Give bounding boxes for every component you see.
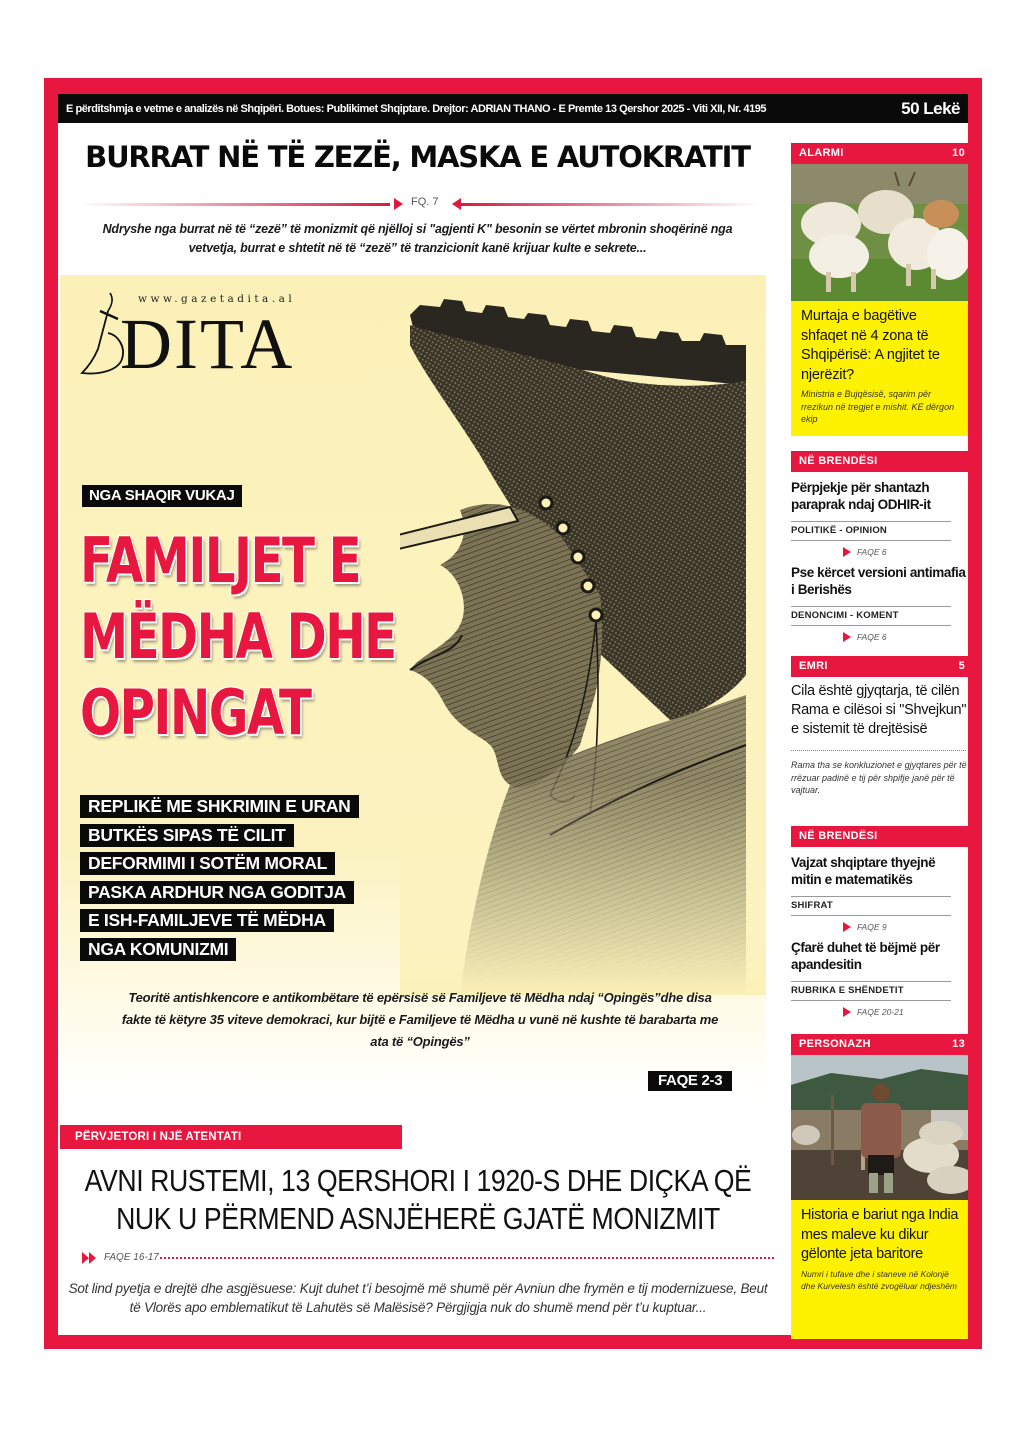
inside-item-category: POLITIKË - OPINION (791, 521, 951, 541)
section-header (791, 1034, 968, 1055)
divider-line (460, 203, 760, 206)
logo-wordmark: DITA (120, 304, 295, 384)
sidebar-alarm[interactable] (791, 143, 968, 436)
byline: NGA SHAQIR VUKAJ (82, 485, 242, 507)
section-page-number: 5 (958, 660, 965, 672)
bottom-story-deck: Sot lind pyetja e drejtë dhe asgjësuese: Kujt duhet t’i besojmë më shumë për Avniun dhe frymën e tij modernizuese, Beut të Vlorës apo emblematikut të Lahutës së Malësisë? Përgjigja nuk do shumë mend për t’u kuptuar... (68, 1281, 768, 1315)
inside-item[interactable] (791, 472, 968, 562)
top-story-page-ref[interactable]: FQ. 7 (411, 196, 439, 208)
cover-subhead-line: PASKA ARDHUR NGA GODITJA (80, 881, 354, 904)
sidebar-personazh[interactable] (791, 1034, 968, 1339)
divider-line (80, 203, 390, 206)
dotted-divider (791, 750, 966, 751)
section-header (791, 143, 968, 164)
inside-item-headline[interactable]: Pse kërcet versioni antimafia i Berishës (791, 565, 966, 597)
cover-headline[interactable] (80, 523, 396, 751)
section-title: PERSONAZH (799, 1038, 871, 1050)
masthead-tagline: E përditshmja e vetme e analizës në Shqipëri. Botues: Publikimet Shqiptare. Drejtor: ADRIAN THANO - E Premte 13 Qershor 2025 - Viti XII, Nr. 4195 (66, 102, 767, 115)
section-header (791, 451, 968, 472)
inside-item-category: RUBRIKA E SHËNDETIT (791, 981, 951, 1001)
arrow-right-icon (843, 1007, 851, 1017)
emri-headline[interactable]: Cila është gjyqtarja, të cilën Rama e cilësoi si "Shvejkun" e sistemit të drejtësisë (791, 683, 967, 737)
cover-subhead-line: BUTKËS SIPAS TË CILIT (80, 824, 294, 847)
alarm-headline[interactable]: Murtaja e bagëtive shfaqet në 4 zona të Shqipërisë: A ngjitet te njerëzit? (801, 308, 940, 383)
top-story-headline[interactable]: BURRAT NË TË ZEZË, MASKA E AUTOKRATIT (85, 140, 750, 174)
cover-subhead-line: REPLIKË ME SHKRIMIN E URAN (80, 795, 359, 818)
sidebar-inside-2 (791, 826, 968, 1022)
boot-hat-illustration (400, 275, 766, 995)
cover-subhead (80, 795, 359, 966)
double-arrow-icon (82, 1252, 98, 1264)
personazh-headline[interactable]: Historia e bariut nga India mes maleve ku dikur gëlonte jeta baritore (801, 1207, 959, 1262)
top-story-page-ref-row (80, 196, 760, 212)
inside-item-page-ref: FAQE 6 (791, 626, 968, 647)
section-title: ALARMI (799, 147, 844, 159)
emri-story (791, 677, 968, 825)
cover-story (60, 275, 766, 1095)
bottom-story-kicker: PËRVJETORI I NJË ATENTATI (60, 1125, 402, 1149)
inside-item[interactable] (791, 847, 968, 937)
arrow-right-icon (394, 198, 403, 210)
sidebar-inside-1 (791, 451, 968, 647)
inside-item-page-ref: FAQE 20-21 (791, 1001, 968, 1022)
bottom-story-page-ref-row (82, 1251, 774, 1265)
dotted-divider (160, 1257, 774, 1259)
section-title: NË BRENDËSI (799, 830, 878, 842)
section-title: NË BRENDËSI (799, 455, 878, 467)
top-story-deck: Ndryshe nga burrat në të “zezë” të monizmit që njëlloj si "agjenti K" besonin se vërtet mbronin shoqërinë nga vetvetja, burrat e shtetit në të “zezë” të tranzicionit kanë krijuar kulte e sekrete... (102, 222, 733, 255)
arrow-right-icon (843, 632, 851, 642)
bottom-story-page-ref[interactable]: FAQE 16-17 (104, 1252, 159, 1263)
alarm-summary: Ministria e Bujqësisë, sqarim për rrezikun në tregjet e mishit. KE dërgon ekip (801, 389, 955, 424)
arrow-right-icon (843, 547, 851, 557)
section-header (791, 656, 968, 677)
section-page-number: 13 (952, 1038, 965, 1050)
alarm-story (791, 301, 968, 436)
price-label: 50 Lekë (901, 98, 960, 118)
inside-item-headline[interactable]: Çfarë duhet të bëjmë për apandesitin (791, 940, 940, 972)
section-title: EMRI (799, 660, 828, 672)
sidebar-emri[interactable] (791, 656, 968, 825)
inside-item[interactable] (791, 562, 968, 647)
cover-headline-line: FAMILJET E (80, 524, 361, 597)
sheep-grazing-photo (791, 164, 968, 301)
cover-headline-line: MËDHA DHE (80, 600, 396, 673)
inside-item-headline[interactable]: Përpjekje për shantazh paraprak ndaj ODHIR-it (791, 480, 931, 512)
inside-item-headline[interactable]: Vajzat shqiptare thyejnë mitin e matematikës (791, 855, 936, 887)
newspaper-logo[interactable] (78, 289, 378, 384)
bottom-story-headline-area (60, 1162, 775, 1242)
personazh-summary: Numri i tufave dhe i staneve në Kolonjë dhe Kurvelesh është zvogëluar ndjeshëm (801, 1268, 957, 1291)
arrow-right-icon (843, 922, 851, 932)
cover-deck: Teoritë antishkencore e antikombëtare të epërsisë së Familjeve të Mëdha ndaj “Opingës”dhe disa fakte të këtyre 35 viteve demokraci, kur bijtë e Familjeve të Mëdha u vunë në kushte të barabarta me ata të “Opingës” (121, 990, 719, 1049)
inside-item-category: SHIFRAT (791, 896, 951, 916)
inside-item-page-ref: FAQE 9 (791, 916, 968, 937)
cover-headline-line: OPINGAT (80, 676, 311, 749)
cover-subhead-line: DEFORMIMI I SOTËM MORAL (80, 852, 335, 875)
section-page-number: 10 (952, 147, 965, 159)
inside-item[interactable] (791, 937, 968, 1022)
cover-subhead-line: E ISH-FAMILJEVE TË MËDHA (80, 909, 334, 932)
inside-item-category: DENONCIMI - KOMENT (791, 606, 951, 626)
emri-summary: Rama tha se konkluzionet e gjyqtares për të rrëzuar padinë e tij për shpifje janë për të vajtuar. (791, 760, 967, 795)
cover-page-ref[interactable]: FAQE 2-3 (648, 1071, 732, 1091)
masthead-bar (58, 94, 968, 123)
section-header (791, 826, 968, 847)
shepherd-with-sheep-photo (791, 1055, 968, 1200)
inside-item-page-ref: FAQE 6 (791, 541, 968, 562)
personazh-story (791, 1200, 968, 1339)
bottom-story-headline[interactable]: AVNI RUSTEMI, 13 QERSHORI I 1920-S DHE DIÇKA QË NUK U PËRMEND ASNJËHERË GJATË MONIZMIT (84, 1163, 751, 1236)
logo-url: www.gazetadita.al (138, 293, 296, 305)
cover-subhead-line: NGA KOMUNIZMI (80, 938, 236, 961)
